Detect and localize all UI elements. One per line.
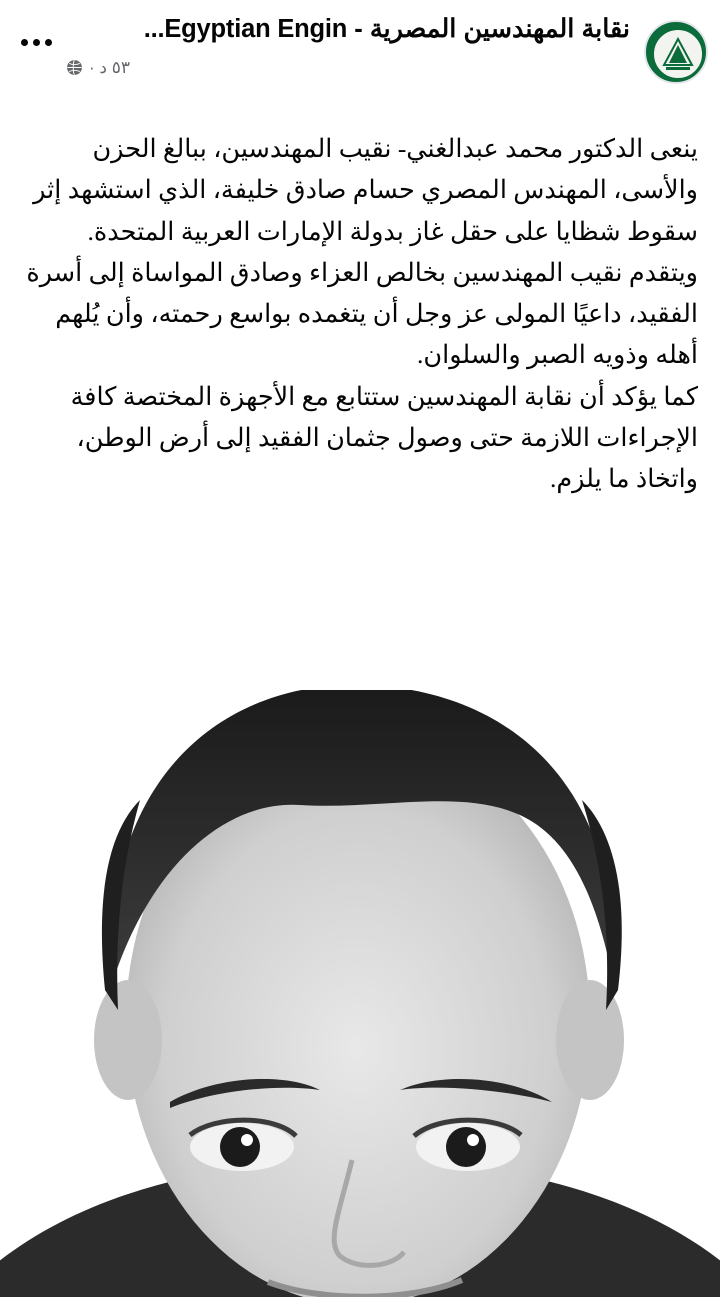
post-body [0,120,720,500]
dot [45,39,52,46]
post-meta [66,58,630,78]
syndicate-emblem-icon [662,37,694,71]
portrait-photo [0,690,720,1297]
dot [21,39,28,46]
more-options-icon[interactable] [12,18,60,66]
post-paragraph: ويتقدم نقيب المهندسين بخالص العزاء وصادق المواساة إلى أسرة الفقيد، داعيًا المولى عز وجل أن يتغمده بواسع رحمته، وأن يُلهم أهله وذويه الصبر والسلوان. [26,257,698,370]
post-paragraph: كما يؤكد أن نقابة المهندسين ستتابع مع الأجهزة المختصة كافة الإجراءات اللازمة حتى وصول جثمان الفقيد إلى أرض الوطن، واتخاذ ما يلزم. [70,381,698,494]
header-text-block [60,14,644,78]
post-header [0,0,720,120]
post-timestamp[interactable]: ٥٣ د · [89,57,130,77]
dot [33,39,40,46]
avatar[interactable] [644,20,708,84]
globe-icon [66,59,83,76]
post-image[interactable] [0,690,720,1297]
page-name[interactable]: نقابة المهندسين المصرية - Egyptian Engin... [143,15,630,43]
post-paragraph: ينعى الدكتور محمد عبدالغني- نقيب المهندسين، ببالغ الحزن والأسى، المهندس المصري حسام صادق خليفة، الذي استشهد إثر سقوط شظايا على حقل غاز بدولة الإمارات العربية المتحدة. [33,134,698,246]
